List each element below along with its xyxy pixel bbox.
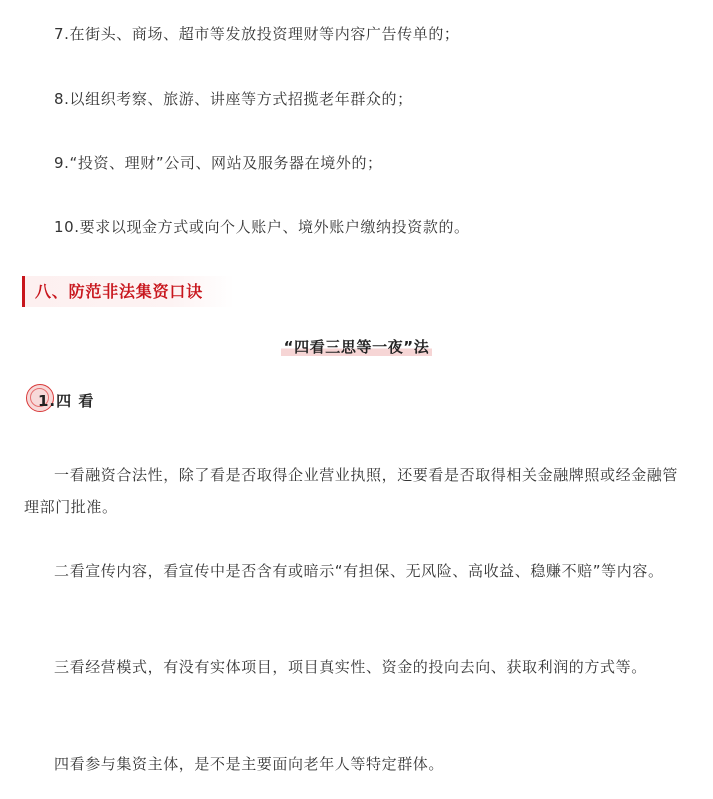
method-title (0, 334, 713, 362)
list-item: 9.“投资、理财”公司、网站及服务器在境外的； (54, 154, 383, 172)
method-title-text: “四看三思等一夜”法 (281, 334, 433, 360)
body-paragraph: 一看融资合法性，除了看是否取得企业营业执照，还要看是否取得相关金融牌照或经金融管理部门批准。 (24, 466, 679, 516)
body-paragraph: 三看经营模式，有没有实体项目，项目真实性、资金的投向去向、获取利润的方式等。 (54, 658, 647, 676)
body-paragraph: 四看参与集资主体，是不是主要面向老年人等特定群体。 (54, 755, 445, 773)
list-item: 8.以组织考察、旅游、讲座等方式招揽老年群众的； (54, 90, 413, 108)
section-heading-text: 八、防范非法集资口诀 (35, 282, 204, 301)
subsection-heading (26, 382, 226, 416)
body-paragraph: 二看宣传内容，看宣传中是否含有或暗示“有担保、无风险、高收益、稳赚不赔”等内容。 (54, 562, 664, 580)
list-item: 10.要求以现金方式或向个人账户、境外账户缴纳投资款的。 (54, 218, 470, 236)
list-item: 7.在街头、商场、超市等发放投资理财等内容广告传单的； (54, 25, 460, 43)
section-heading (22, 276, 234, 307)
subsection-heading-text: 1.四 看 (38, 392, 95, 410)
